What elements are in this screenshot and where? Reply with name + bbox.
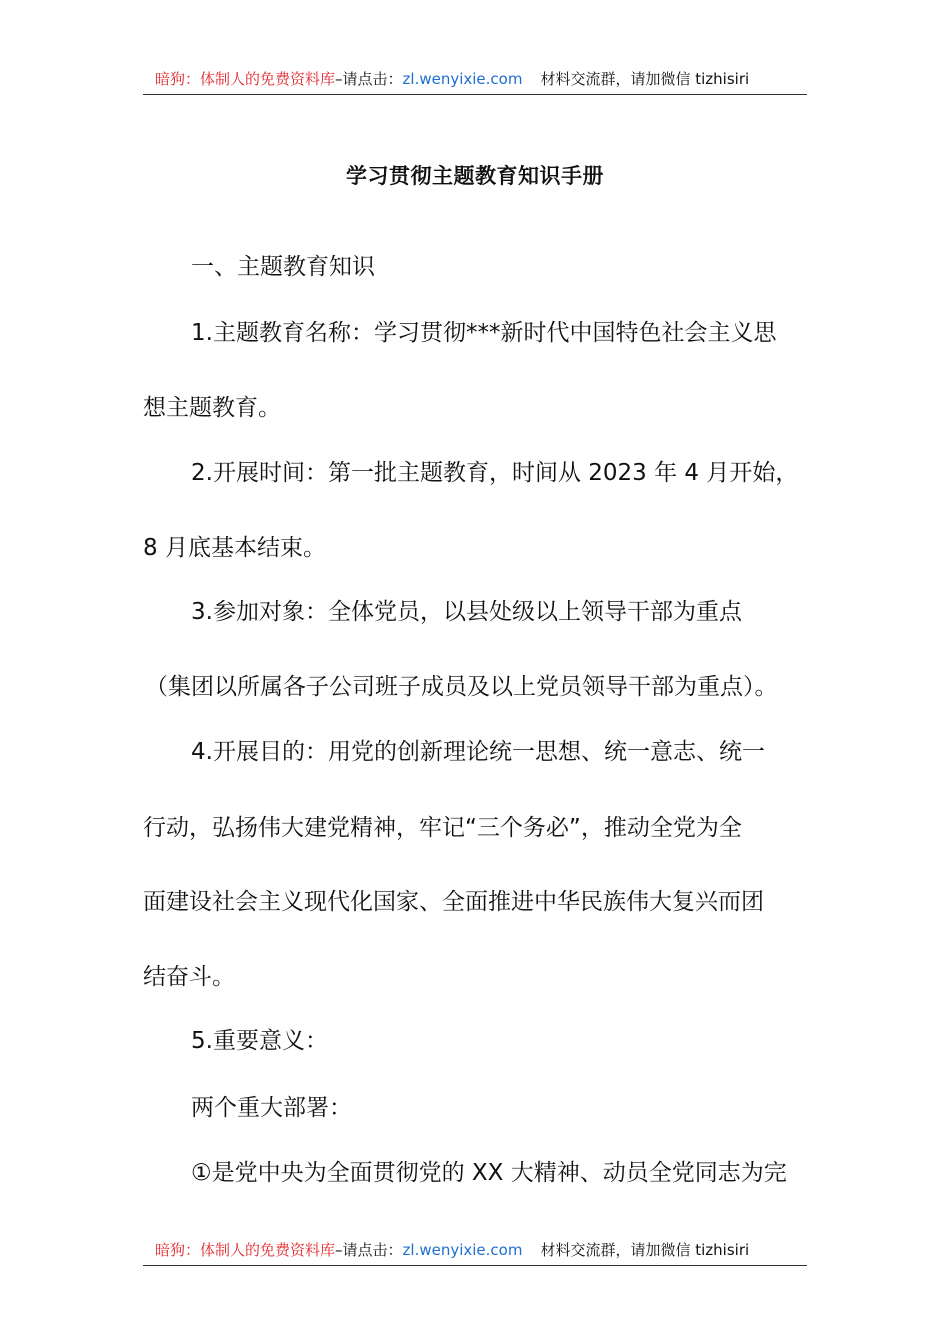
paragraph-line: 想主题教育。 <box>143 395 281 421</box>
footer-link[interactable]: zl.wenyixie.com <box>402 1241 523 1259</box>
paragraph-line: ①是党中央为全面贯彻党的 XX 大精神、动员全党同志为完 <box>191 1160 787 1186</box>
paragraph-line: 1.主题教育名称：学习贯彻***新时代中国特色社会主义思 <box>191 320 777 346</box>
paragraph-line: 面建设社会主义现代化国家、全面推进中华民族伟大复兴而团 <box>143 889 764 915</box>
section-heading: 一、主题教育知识 <box>191 254 375 280</box>
page-footer <box>143 1235 807 1266</box>
document-title: 学习贯彻主题教育知识手册 <box>346 164 604 188</box>
paragraph-line: 结奋斗。 <box>143 964 235 990</box>
footer-note: 材料交流群，请加微信 tizhisiri <box>540 1241 750 1259</box>
header-brand: 暗狗：体制人的免费资料库 <box>155 70 336 88</box>
paragraph-line: 3.参加对象：全体党员，以县处级以上领导干部为重点 <box>191 599 742 625</box>
header-link[interactable]: zl.wenyixie.com <box>402 70 523 88</box>
paragraph-line: 两个重大部署： <box>191 1095 352 1121</box>
header-prompt: –请点击： <box>335 70 403 88</box>
paragraph-line: 4.开展目的：用党的创新理论统一思想、统一意志、统一 <box>191 739 765 765</box>
footer-brand: 暗狗：体制人的免费资料库 <box>155 1241 336 1259</box>
paragraph-line: 5.重要意义： <box>191 1028 328 1054</box>
header-note: 材料交流群，请加微信 tizhisiri <box>540 70 750 88</box>
paragraph-line: 行动，弘扬伟大建党精神，牢记“三个务必”，推动全党为全 <box>143 815 742 841</box>
paragraph-line: 2.开展时间：第一批主题教育，时间从 2023 年 4 月开始， <box>191 460 799 486</box>
page-header <box>143 64 807 95</box>
paragraph-line: 8 月底基本结束。 <box>143 535 326 561</box>
footer-prompt: –请点击： <box>335 1241 403 1259</box>
paragraph-line: （集团以所属各子公司班子成员及以上党员领导干部为重点）。 <box>145 674 778 700</box>
